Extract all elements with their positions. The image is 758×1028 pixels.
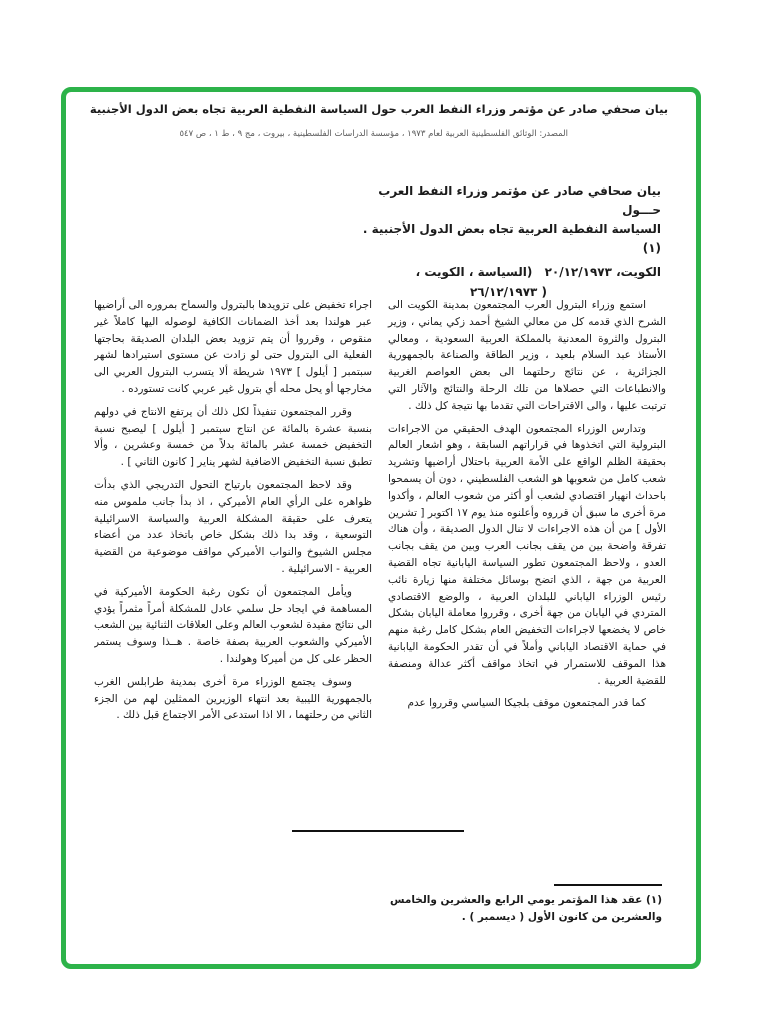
body-column-left	[94, 297, 372, 805]
paragraph-left-2: وقرر المجتمعون تنفيذاً لكل ذلك أن يرتفع الانتاج في دولهم بنسبة عشرة بالمائة عن انتاج سبتمبر [ أيلول ] ليصبح نسبة التخفيض خمسة عشر بالمائة بدلاً من خمسة وعشرين ، وألا تطبق نسبة التخفيض الاضافية لشهر يناير [ كانون الثاني ] .	[94, 405, 372, 469]
paragraph-right-1: استمع وزراء البترول العرب المجتمعون بمدينة الكويت الى الشرح الذي قدمه كل من معالي الشيخ أحمد زكي يماني ، وزير البترول والثروة المعدنية بالمملكة العربية السعودية ، ومعالي الأستاذ عبد السلام بلعيد ، وزير الطاقة والصناعة بالجمهورية الجزائرية ، عن نتائج رحلتهما الى بعض العواصم الغربية والانطباعات التي حصلاها من تلك الرحلة والنتائج والآثار التي ترتبت عليها ، والى الاقتراحات التي تقدما بها نتيجة كل ذلك .	[388, 299, 666, 412]
paragraph-left-4: ويأمل المجتمعون أن تكون رغبة الحكومة الأميركية في المساهمة في ايجاد حل سلمي عادل للمشكلة أمراً مثمراً يؤدي الى نتائج مفيدة لشعوب العالم وعلى العلاقات الثنائية بين الشعب الأميركي والشعوب العربية بصفة خاصة . هــذا وسوف يستمر الحظر على كل من أميركا وهولندا .	[94, 585, 372, 665]
source-citation: المصدر: الوثائق الفلسطينية العربية لعام ١٩٧٣ ، مؤسسة الدراسات الفلسطينية ، بيروت ، مج ٩ ، ط ١ ، ص ٥٤٧	[179, 129, 568, 139]
footnote: (١) عقد هذا المؤتمر يومي الرابع والعشرين والخامس والعشرين من كانون الأول ( ديسمبر ) .	[389, 894, 662, 923]
paragraph-left-3: وقد لاحظ المجتمعون بارتياح التحول التدريجي الذي بدأت ظواهره على الرأي العام الأميركي ، اذ بدأ جانب ملموس منه يتعرف على حقيقة المشكلة العربية والسياسة الاسرائيلية التوسعية ، وقد بدا ذلك بشكل خاص باتخاذ عدد من أعضاء مجلس الشيوخ والنواب الأميركي مواقف موضوعية من القضية العربية - الاسرائيلية .	[94, 478, 372, 575]
section-divider	[292, 830, 464, 832]
paragraph-left-5: وسوف يجتمع الوزراء مرة أخرى بمدينة طرابلس الغرب بالجمهورية الليبية بعد انتهاء الوزيرين الممثلين لهم من الجزء الثاني من رحلتهما ، الا اذا استدعى الأمر الاجتماع قبل ذلك .	[94, 675, 372, 722]
body-columns	[94, 297, 666, 805]
paragraph-right-3: كما قدر المجتمعون موقف بلجيكا السياسي وقرروا عدم	[407, 697, 646, 710]
body-column-right	[388, 297, 666, 805]
title-block	[356, 182, 661, 302]
title-line-2: السياسة النفطية العربية تجاه بعض الدول الأجنبية . (١)	[362, 222, 661, 255]
title-line-1: بيان صحافي صادر عن مؤتمر وزراء النفط العرب حـــول	[378, 184, 661, 217]
paragraph-right-2: وتدارس الوزراء المجتمعون الهدف الحقيقي من الاجراءات البترولية التي اتخذوها في قراراتهم السابقة ، وهو اشعار العالم بحقيقة الظلم الواقع على الأمة العربية باحتلال أراضيها وتشريد شعب كامل من شعوبها هو الشعب الفلسطيني ، دون أن يسمحوا باحداث انهيار اقتصادي لشعب أو أكثر من شعوب العالم ، وأكدوا مرة أخرى ما سبق أن قرروه وأعلنوه منذ يوم ١٧ اكتوبر [ تشرين الأول ] من أن هذه الاجراءات لا تنال الدول الصديقة ، وأن هناك تفرقة واضحة بين من يقف بجانب العرب وبين من يقف بجانب العدو ، ولاحظ المجتمعون تطور السياسة اليابانية تجاه القضية العربية من جهة ، الذي اتضح بوسائل مختلفة منها زيارة نائب رئيس الوزراء الياباني للبلدان العربية ، والوضع الاقتصادي المتردي في اليابان من جهة أخرى ، وقرروا معاملة اليابان بشكل خاص لا يخضعها لاجراءات التخفيض العام بشكل كامل رغبة منهم في حماية الاقتصاد الياباني وأملاً في أن تقدر الحكومة اليابانية هذا الموقف للاستمرار في اتخاذ مواقف أكثر عدالة ومنصفة للقضية العربية .	[388, 422, 666, 687]
dateline-place-date: الكويت، ٢٠/١٢/١٩٧٣	[544, 265, 661, 279]
document-headline: بيان صحفي صادر عن مؤتمر وزراء النفط العرب حول السياسة النفطية العربية تجاه بعض الدول الأجنبية	[89, 102, 669, 116]
dateline-citation-open: (السياسة ، الكويت ،	[415, 265, 533, 279]
paragraph-left-1: اجراء تخفيض على تزويدها بالبترول والسماح بمروره الى أراضيها عبر هولندا بعد أخذ الضمانات الكافية لوصوله اليها كاملاً غير منقوص ، وقرروا أن يتم تزويد بعض البلدان الصديقة بحاجتها الفعلية الى البترول حتى لو زادت عن مستوى استيرادها لشهر سبتمبر [ أيلول ] ١٩٧٣ شريطة ألا يتسرب البترول العربي الى مخارجها أو يحل محله أي بترول غير عربي كانت تستورده .	[94, 299, 372, 395]
dateline	[356, 263, 661, 282]
dateline-citation-close: ( ٢٦/١٢/١٩٧٣	[469, 285, 548, 299]
footnote-rule	[554, 884, 662, 886]
